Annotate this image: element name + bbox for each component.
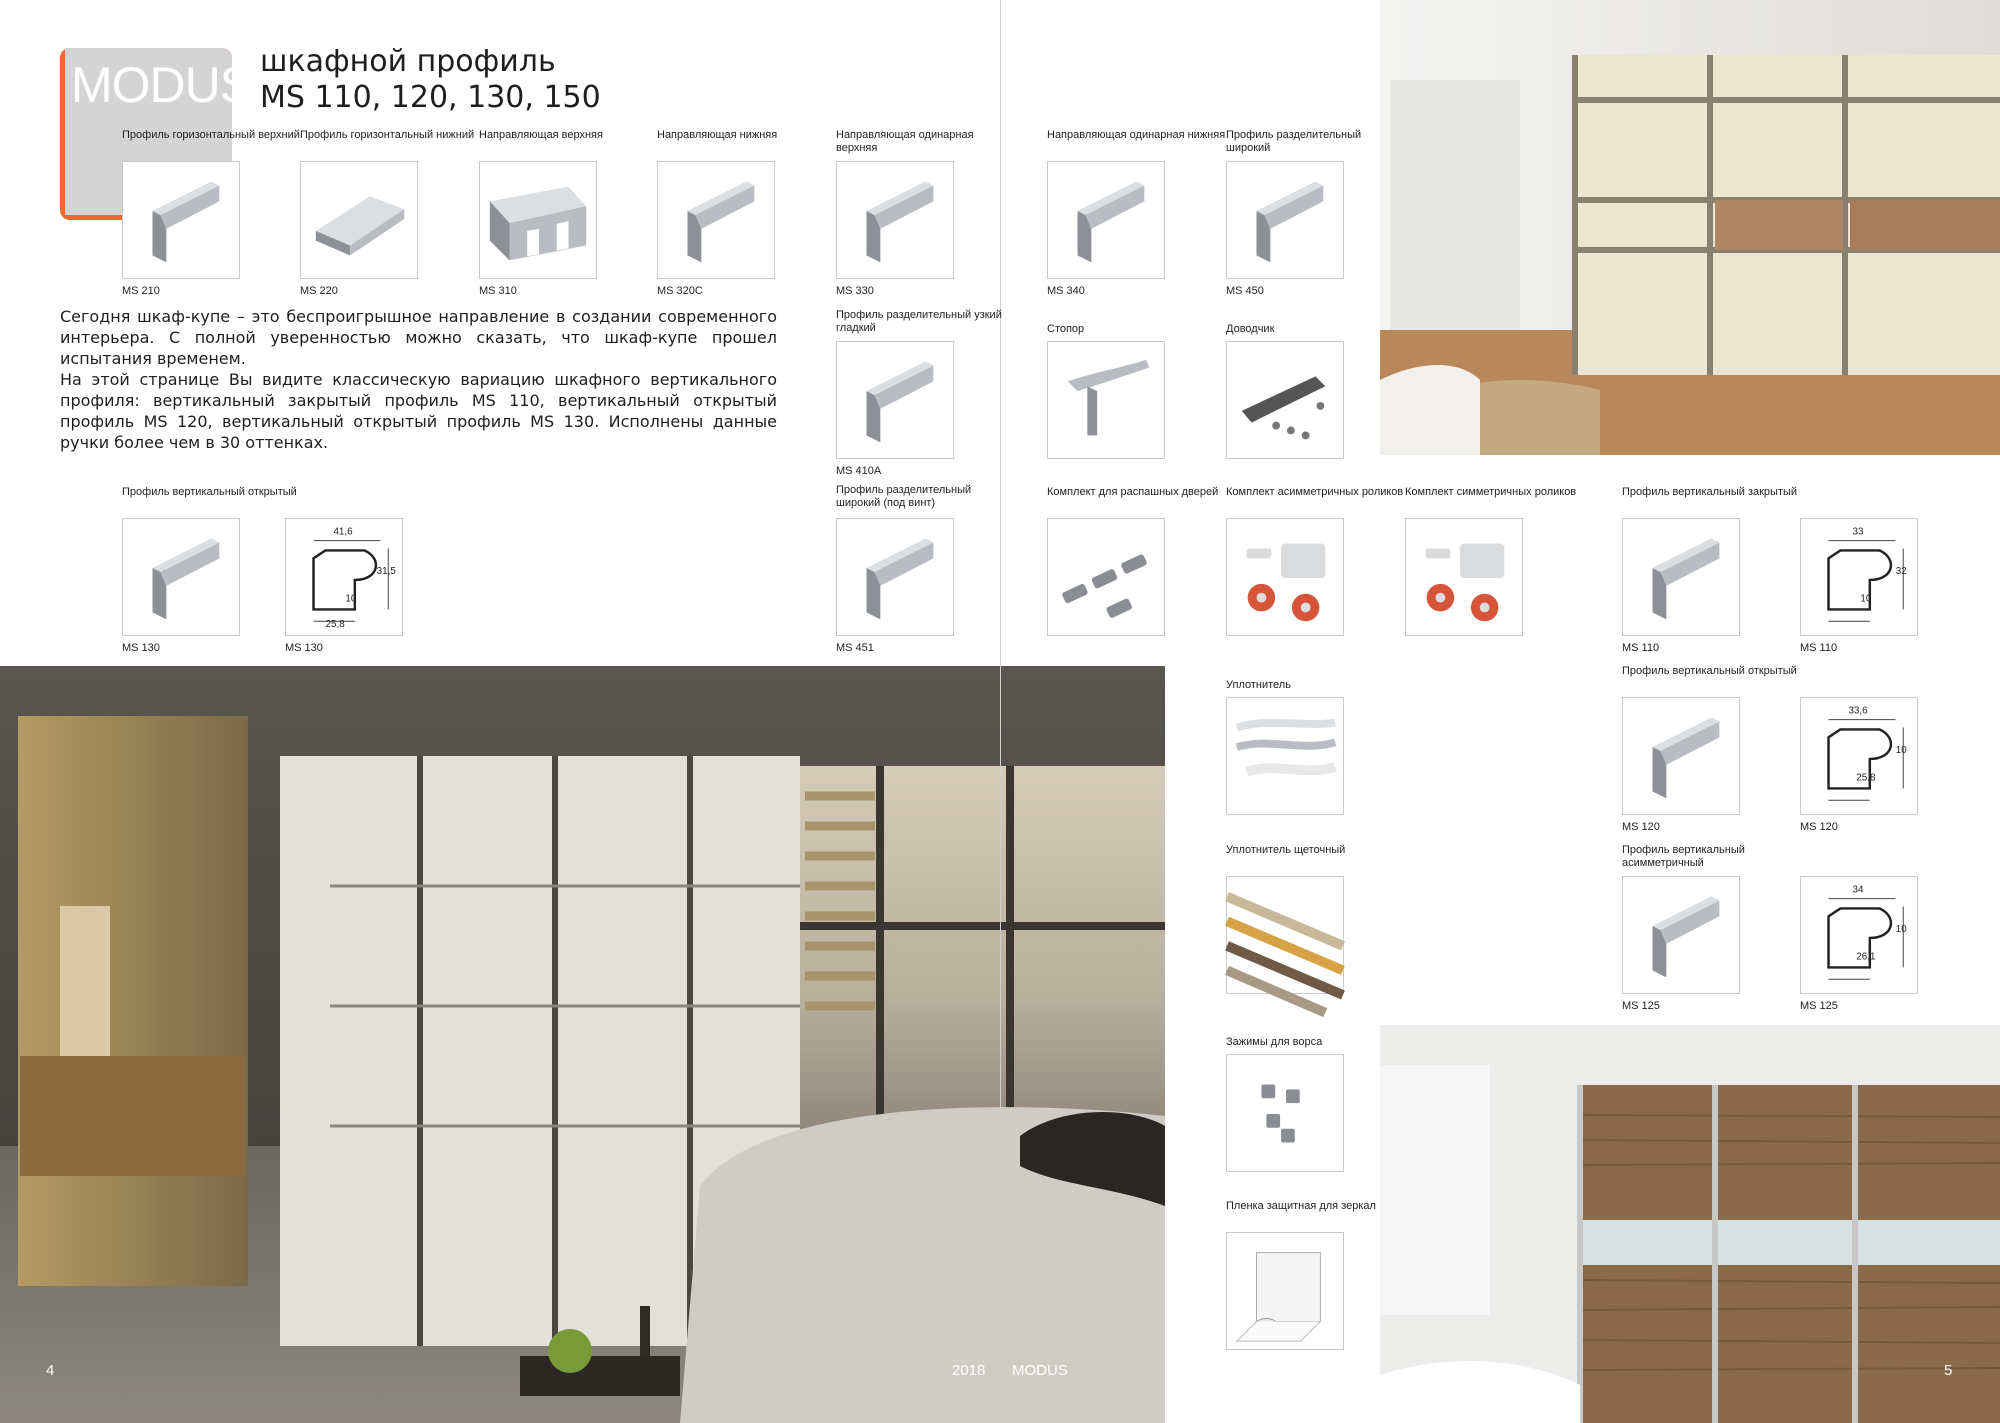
divider-wide-screw-icon [837, 519, 953, 635]
product-thumbnail [122, 518, 240, 636]
product-code: MS 220 [300, 285, 338, 297]
product-label: Профиль вертикальный асимметричный [1622, 844, 1745, 869]
divider-narrow-icon [837, 342, 953, 458]
product-label: Профиль горизонтальный верхний [122, 129, 300, 141]
pile-clamps-icon [1227, 1055, 1343, 1171]
dimension-label: 33,6 [1848, 705, 1868, 717]
dimension-label: 32 [1895, 566, 1907, 578]
profile-vertical-closed-icon [1623, 519, 1739, 635]
product-code: MS 320С [657, 285, 703, 297]
product-label: Доводчик [1226, 323, 1275, 335]
product-thumbnail [1800, 697, 1918, 815]
product-label: Направляющая нижняя [657, 129, 778, 141]
symmetric-rollers-icon [1406, 519, 1522, 635]
dimension-label: 26,1 [1856, 951, 1876, 963]
title-line-2: MS 110, 120, 130, 150 [260, 80, 601, 115]
dimension-label: 34 [1852, 884, 1864, 896]
product-code: MS 125 [1800, 1000, 1838, 1012]
product-thumbnail [300, 161, 418, 279]
product-label: Профиль разделительный широкий (под винт) [836, 484, 972, 509]
profile-horizontal-top-icon [123, 162, 239, 278]
dimension-label: 10 [1895, 745, 1907, 757]
intro-paragraph-1: Сегодня шкаф-купе – это беспроигрышное направление в создании современного интерьера. С полной уверенностью можно сказать, что шкаф-купе прошел испытания временем. [60, 307, 777, 368]
product-thumbnail [1226, 341, 1344, 459]
closer-icon [1227, 342, 1343, 458]
page-number-left: 4 [46, 1362, 55, 1379]
product-code: MS 340 [1047, 285, 1085, 297]
product-code: MS 110 [1622, 642, 1660, 654]
profile-vertical-open-icon [1623, 698, 1739, 814]
page-title [260, 44, 601, 116]
product-thumbnail [1226, 161, 1344, 279]
product-code: MS 410А [836, 465, 882, 477]
product-label: Комплект асимметричных роликов [1226, 486, 1404, 498]
profile-section-drawing-icon [1801, 519, 1917, 635]
product-label: Уплотнитель [1226, 679, 1291, 691]
product-code: MS 130 [285, 642, 323, 654]
product-code: MS 125 [1622, 1000, 1660, 1012]
dimension-label: 10 [345, 593, 357, 605]
dimension-label: 33 [1852, 526, 1864, 538]
brush-seal-icon [1227, 877, 1343, 993]
product-thumbnail [836, 518, 954, 636]
rail-top-icon [480, 162, 596, 278]
footer-brand: MODUS [1012, 1362, 1068, 1379]
product-code: MS 120 [1622, 821, 1660, 833]
product-thumbnail [836, 161, 954, 279]
product-thumbnail [1226, 1054, 1344, 1172]
title-line-1: шкафной профиль [260, 44, 556, 79]
profile-section-drawing-icon [1801, 877, 1917, 993]
dimension-label: 25,8 [1856, 772, 1876, 784]
bedroom-wardrobe-photo [0, 666, 1165, 1423]
dimension-label: 10 [1895, 924, 1907, 936]
product-code: MS 330 [836, 285, 874, 297]
product-label: Стопор [1047, 323, 1085, 335]
product-code: MS 450 [1226, 285, 1264, 297]
dimension-label: 25,8 [325, 619, 345, 631]
hinged-door-kit-icon [1048, 519, 1164, 635]
product-thumbnail [1405, 518, 1523, 636]
product-label: Комплект симметричных роликов [1405, 486, 1577, 498]
intro-paragraph-2: На этой странице Вы видите классическую вариацию шкафного вертикального профиля: вертикальный закрытый профиль MS 110, вертикальный открытый профиль MS 120, вертикальный открытый профиль MS 130. Исполнены данные ручки более чем в 30 оттенках. [60, 370, 777, 452]
product-thumbnail [479, 161, 597, 279]
product-label: Комплект для распашных дверей [1047, 486, 1219, 498]
profile-section-drawing-icon [1801, 698, 1917, 814]
dimension-label: 41,6 [333, 526, 353, 538]
profile-vertical-open-icon [123, 519, 239, 635]
product-label: Направляющая одинарная нижняя [1047, 129, 1226, 141]
product-thumbnail [1800, 876, 1918, 994]
rail-single-top-icon [837, 162, 953, 278]
wardrobe-cream-glass-photo [1380, 0, 2000, 455]
product-label: Пленка защитная для зеркал [1226, 1200, 1376, 1212]
product-code: MS 110 [1800, 642, 1838, 654]
footer-year: 2018 [952, 1362, 986, 1379]
product-thumbnail [1226, 518, 1344, 636]
product-thumbnail [836, 341, 954, 459]
stopper-icon [1048, 342, 1164, 458]
product-label: Профиль вертикальный открытый [1622, 665, 1797, 677]
product-label: Профиль вертикальный закрытый [1622, 486, 1798, 498]
product-thumbnail [1622, 518, 1740, 636]
profile-horizontal-bottom-icon [301, 162, 417, 278]
product-label: Уплотнитель щеточный [1226, 844, 1346, 856]
page-number-right: 5 [1944, 1362, 1953, 1379]
divider-wide-icon [1227, 162, 1343, 278]
product-thumbnail [1047, 161, 1165, 279]
product-label: Профиль горизонтальный нижний [300, 129, 475, 141]
product-code: MS 210 [122, 285, 160, 297]
product-label: Направляющая верхняя [479, 129, 603, 141]
intro-text [60, 306, 777, 453]
asymmetric-rollers-icon [1227, 519, 1343, 635]
product-label: Профиль разделительный широкий [1226, 129, 1362, 154]
wardrobe-wood-photo [1380, 1025, 2000, 1423]
product-thumbnail [1622, 697, 1740, 815]
product-code: MS 310 [479, 285, 517, 297]
product-thumbnail [1226, 876, 1344, 994]
mirror-film-icon [1227, 1233, 1343, 1349]
rail-single-bottom-icon [1048, 162, 1164, 278]
profile-section-drawing-icon [286, 519, 402, 635]
product-thumbnail [1047, 341, 1165, 459]
product-thumbnail [1622, 876, 1740, 994]
product-label: Профиль вертикальный открытый [122, 486, 297, 498]
product-thumbnail [285, 518, 403, 636]
product-code: MS 120 [1800, 821, 1838, 833]
dimension-label: 10 [1860, 593, 1872, 605]
product-thumbnail [122, 161, 240, 279]
product-thumbnail [1226, 697, 1344, 815]
product-label: Зажимы для ворса [1226, 1036, 1323, 1048]
profile-vertical-asymmetric-icon [1623, 877, 1739, 993]
product-thumbnail [657, 161, 775, 279]
product-code: MS 130 [122, 642, 160, 654]
product-label: Профиль разделительный узкий гладкий [836, 309, 1002, 334]
product-thumbnail [1226, 1232, 1344, 1350]
logo-text: MODUS [71, 57, 253, 113]
product-thumbnail [1047, 518, 1165, 636]
rail-bottom-icon [658, 162, 774, 278]
product-code: MS 451 [836, 642, 874, 654]
product-label: Направляющая одинарная верхняя [836, 129, 974, 154]
dimension-label: 31,5 [376, 566, 396, 578]
product-thumbnail [1800, 518, 1918, 636]
seal-icon [1227, 698, 1343, 814]
